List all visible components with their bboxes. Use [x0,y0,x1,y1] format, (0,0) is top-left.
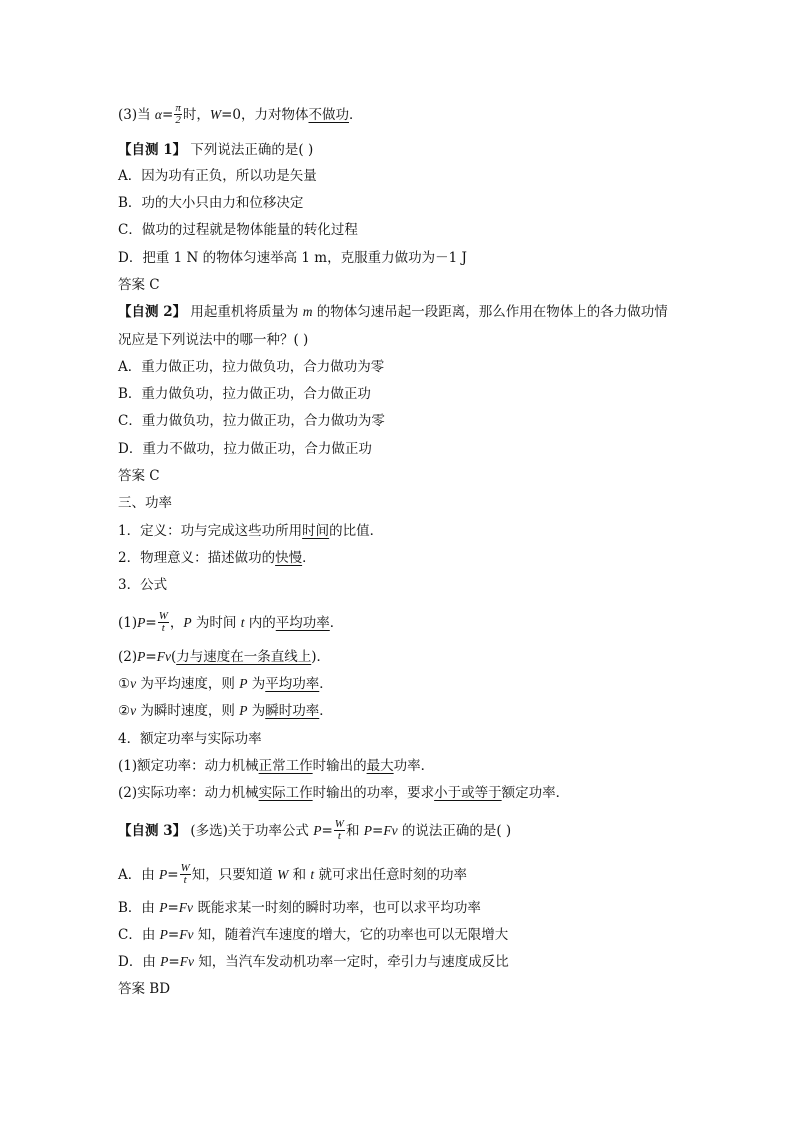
underlined-answer: 不做功 [308,107,349,123]
formula-1-underlined: 平均功率 [275,615,330,631]
item-3-text-2: =0，力对物体 [221,107,309,123]
rated-end: 功率． [393,758,435,774]
v-symbol: v [187,900,194,915]
case-1-text-2: 为 [247,676,266,692]
fraction-numerator: W [334,818,344,830]
formula-1-text-3: 内的 [244,615,276,631]
meaning-end: ． [302,550,316,566]
p-symbol: P [159,927,168,942]
actual-power-line [118,784,569,802]
meaning-underlined: 快慢 [275,550,303,566]
q3-c-prefix: C．由 [118,927,160,943]
case-2-line [118,702,333,720]
v-symbol: v [391,823,398,838]
formula-1-text-2: 为时间 [191,615,241,631]
meaning-text: 2．物理意义：描述做功的 [118,550,276,566]
q3-a-text: 知，只要知道 [191,867,278,883]
v-symbol: v [130,703,137,718]
actual-underlined-2: 小于或等于 [434,785,502,801]
f-symbol: F [179,954,188,969]
equals-sign: = [167,927,180,943]
case-2-text: 为瞬时速度，则 [136,703,240,719]
actual-end: 额定功率． [501,785,570,801]
fraction-denominator: 2 [175,114,181,126]
q3-b-prefix: B．由 [118,900,160,916]
item-3-line [118,104,363,127]
formula-2-end: )． [311,649,330,665]
case-1-underlined: 平均功率 [265,676,320,692]
w-over-t-fraction [180,863,191,886]
case-1-text: 为平均速度，则 [136,676,240,692]
actual-underlined-1: 实际工作 [258,785,313,801]
item-3-text: 时， [182,107,210,123]
q2-label: 【自测 2】 [118,304,187,320]
meaning-line [118,549,316,567]
formula-1-prefix: (1) [118,615,138,631]
q3-option-c [118,926,508,944]
q3-a-and: 和 [288,867,311,883]
f-symbol: F [178,900,188,915]
fraction-numerator: W [158,610,168,622]
rated-underlined-2: 最大 [366,758,394,774]
definition-end: 的比值． [329,523,384,539]
case-2-end: ． [319,703,333,719]
q3-stem [118,820,511,843]
q3-d-end: 知，当汽车发动机功率一定时，牵引力与速度成反比 [193,954,509,970]
equals-sign: = [321,823,333,839]
case-2-marker: ② [118,703,131,719]
q3-option-d [118,953,509,971]
actual-text: (2)实际功率：动力机械 [118,785,259,801]
q2-stem-line-2: 况应是下列说法中的哪一种？( ) [118,332,309,348]
p-symbol: P [239,703,248,718]
case-1-line [118,675,333,693]
p-symbol: P [137,615,146,630]
q2-answer: 答案 C [118,468,160,484]
t-symbol: t [310,867,315,882]
q3-label: 【自测 3】 [118,823,187,839]
fraction-denominator: t [337,830,341,842]
q1-answer: 答案 C [118,277,160,293]
formula-2-underlined: 力与速度在一条直线上 [176,649,312,665]
q1-option-b: B．功的大小只由力和位移决定 [118,195,304,211]
q2-option-a: A．重力做正功，拉力做负功，合力做功为零 [118,359,385,375]
item-3-end: ． [349,107,363,123]
q1-stem-text: 下列说法正确的是( ) [186,142,314,158]
equals-sign: = [145,615,157,631]
f-symbol: F [179,927,188,942]
formula-2-prefix: (2) [118,649,138,665]
q3-stem-text: (多选)关于功率公式 [186,823,314,839]
alpha-symbol: α [154,107,163,122]
rated-text-2: 时输出的 [312,758,367,774]
q3-a-end: 就可求出任意时刻的功率 [314,867,467,883]
p-symbol: P [183,615,192,630]
formula-1-line [118,612,343,635]
mass-symbol: m [302,304,313,319]
p-symbol: P [313,823,322,838]
definition-underlined: 时间 [302,523,330,539]
p-symbol: P [363,823,372,838]
q3-b-end: 既能求某一时刻的瞬时功率，也可以求平均功率 [193,900,481,916]
formula-2-line [118,648,330,666]
p-symbol: P [137,649,146,664]
q2-option-b: B．重力做负功，拉力做正功，合力做正功 [118,386,371,402]
fraction-denominator: t [161,622,165,634]
q3-option-a [118,864,467,887]
f-symbol: F [383,823,392,838]
item-3-prefix: (3)当 [118,107,155,123]
rated-power-heading: 4．额定功率与实际功率 [118,731,262,747]
v-symbol: v [164,649,171,664]
section-heading: 三、功率 [118,495,172,511]
fraction-denominator: t [183,874,187,886]
p-symbol: P [239,676,248,691]
formula-1-text: ， [169,615,184,631]
rated-underlined-1: 正常工作 [258,758,313,774]
actual-text-2: 时输出的功率，要求 [312,785,435,801]
rated-text: (1)额定功率：动力机械 [118,758,259,774]
q3-a-prefix: A．由 [118,867,160,883]
q2-stem-text: 用起重机将质量为 [186,304,303,320]
open-paren: ( [170,649,177,665]
case-1-end: ． [319,676,333,692]
formula-heading: 3．公式 [118,577,168,593]
case-2-underlined: 瞬时功率 [265,703,320,719]
v-symbol: v [187,954,194,969]
q1-option-a: A．因为功有正负，所以功是矢量 [118,168,317,184]
case-1-marker: ① [118,676,131,692]
w-symbol: W [209,107,222,122]
q2-option-c: C．重力做负功，拉力做正功，合力做功为零 [118,413,385,429]
q3-option-b [118,899,481,917]
f-symbol: F [156,649,165,664]
q2-option-d: D．重力不做功，拉力做正功，合力做正功 [118,441,372,457]
v-symbol: v [187,927,194,942]
q3-c-end: 知，随着汽车速度的增大，它的功率也可以无限增大 [193,927,509,943]
fraction-numerator: W [180,862,190,874]
w-over-t-fraction [334,819,345,842]
equals-sign: = [162,107,174,123]
equals-sign: = [167,900,179,916]
definition-text: 1．定义：功与完成这些功所用 [118,523,303,539]
q1-label: 【自测 1】 [118,142,187,158]
p-symbol: P [160,954,169,969]
q1-option-c: C．做功的过程就是物体能量的转化过程 [118,222,358,238]
q1-stem [118,141,313,159]
rated-power-line [118,757,434,775]
w-symbol: W [277,867,289,882]
v-symbol: v [130,676,137,691]
fraction-numerator: π [175,102,181,114]
q2-stem-line-1 [118,303,668,321]
definition-line [118,522,383,540]
q3-stem-text-2: 和 [345,823,364,839]
q3-stem-end: 的说法正确的是( ) [397,823,512,839]
t-symbol: t [240,615,245,630]
p-symbol: P [159,900,168,915]
equals-sign: = [372,823,384,839]
pi-over-2-fraction [174,103,182,126]
w-over-t-fraction [158,611,169,634]
q1-option-d: D．把重 1 N 的物体匀速举高 1 m，克服重力做功为－1 J [118,250,467,266]
q2-stem-text-2: 的物体匀速吊起一段距离，那么作用在物体上的各力做功情 [312,304,668,320]
equals-sign: = [168,954,180,970]
p-symbol: P [159,867,168,882]
equals-sign: = [145,649,157,665]
case-2-text-2: 为 [247,703,266,719]
formula-1-end: ． [329,615,344,631]
equals-sign: = [167,867,179,883]
q3-d-prefix: D．由 [118,954,161,970]
q3-answer: 答案 BD [118,981,171,997]
